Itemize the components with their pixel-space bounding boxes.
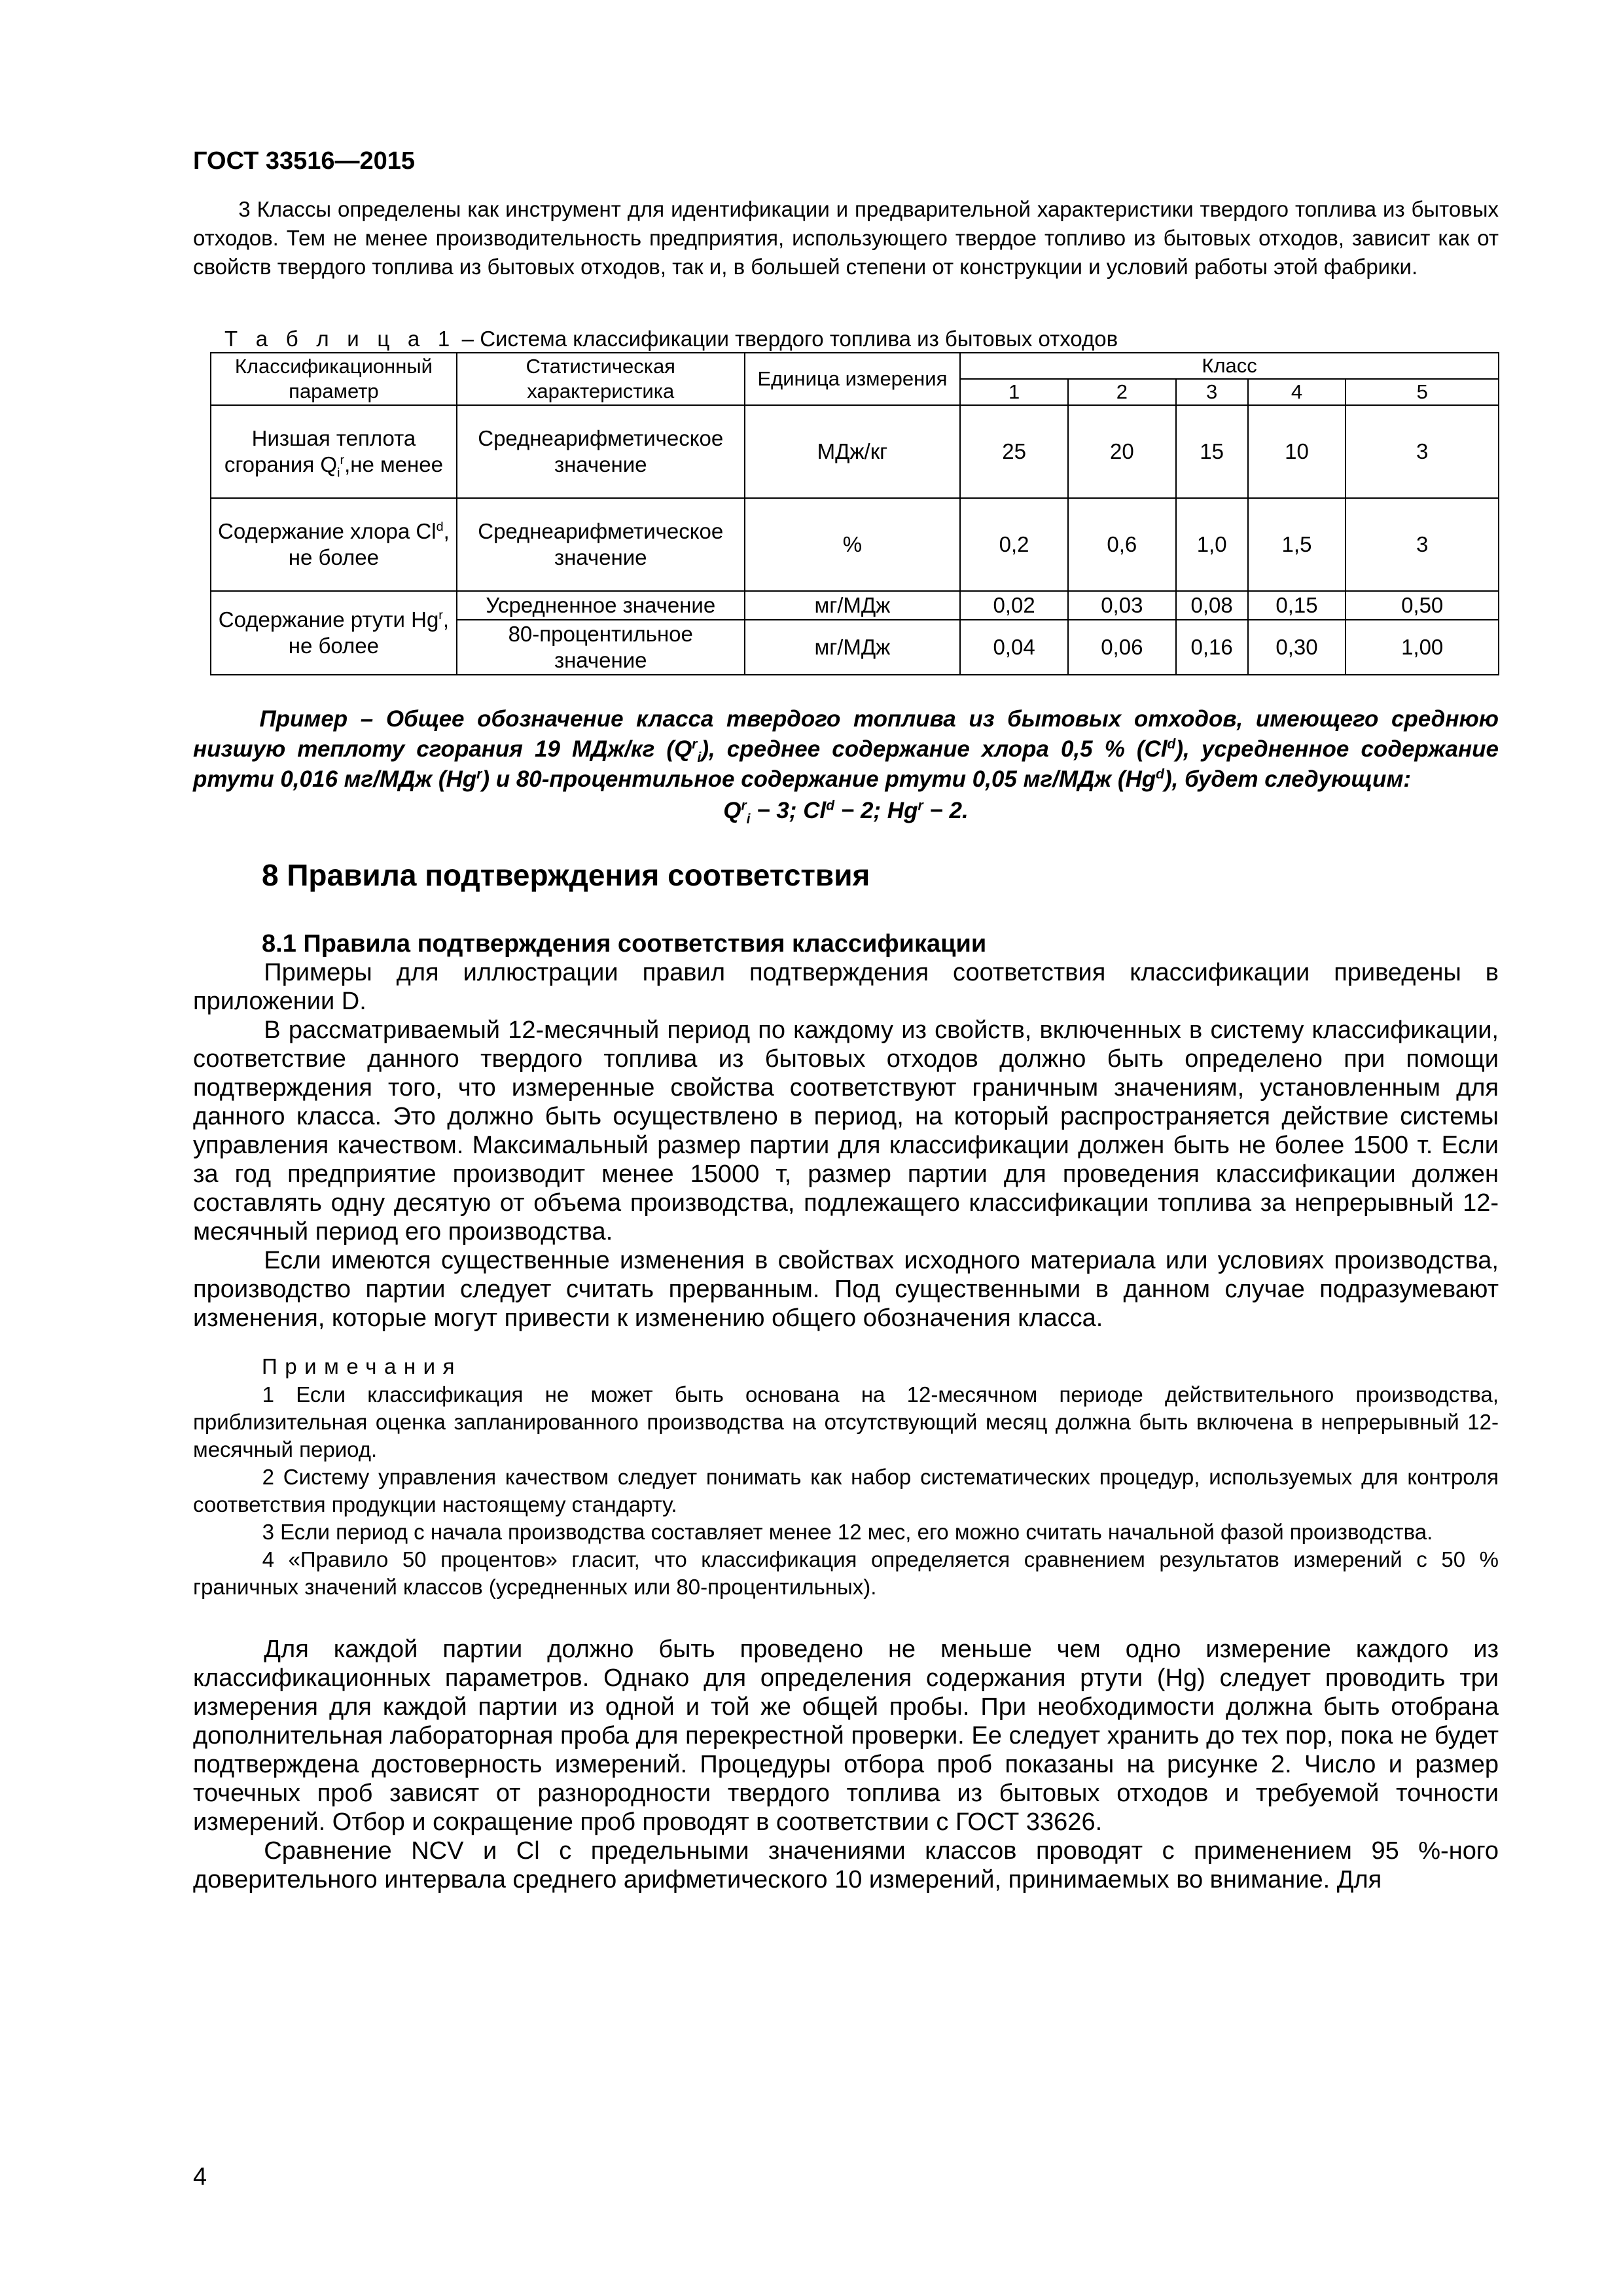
row4-class5: 1,00 <box>1346 620 1499 675</box>
document-header: ГОСТ 33516—2015 <box>193 147 416 175</box>
document-page <box>193 147 1499 1894</box>
row2-class2: 0,6 <box>1068 498 1176 591</box>
row3-class2: 0,03 <box>1068 591 1176 620</box>
classification-table <box>210 352 1499 675</box>
row4-stat: 80-процентильное значение <box>457 620 745 675</box>
row2-class1: 0,2 <box>960 498 1068 591</box>
row1-class3: 15 <box>1176 405 1248 498</box>
row1-class5: 3 <box>1346 405 1499 498</box>
note-1: 1 Если классификация не может быть основана на 12-месячном периоде действительного производства, приблизительная оценка запланированного производства на отсутствующий месяц должна быть включена в непрерывный 12-месячный период. <box>193 1382 1499 1462</box>
paragraph-1: Примеры для иллюстрации правил подтверждения соответствия классификации приведены в приложении D. <box>193 959 1499 1015</box>
header-stat: Статистическая характеристика <box>457 353 745 405</box>
row1-stat: Среднеарифметическое значение <box>457 405 745 498</box>
row2-stat: Среднеарифметическое значение <box>457 498 745 591</box>
section-8-heading: 8 Правила подтверждения соответствия <box>262 858 870 892</box>
row2-class4: 1,5 <box>1248 498 1346 591</box>
table-caption-label: Т а б л и ц а 1 <box>224 327 456 351</box>
table-row <box>211 498 1499 591</box>
table-caption-text: – Система классификации твердого топлива из бытовых отходов <box>455 327 1118 351</box>
header-class-2: 2 <box>1068 379 1176 405</box>
row3-class3: 0,08 <box>1176 591 1248 620</box>
row4-class2: 0,06 <box>1068 620 1176 675</box>
table-caption <box>224 326 1499 352</box>
header-param: Классификационный параметр <box>211 353 457 405</box>
row3-unit: мг/МДж <box>745 591 961 620</box>
row3-class4: 0,15 <box>1248 591 1346 620</box>
row4-class4: 0,30 <box>1248 620 1346 675</box>
table-row <box>211 591 1499 620</box>
header-unit: Единица измерения <box>745 353 961 405</box>
note-3: 3 Если период с начала производства составляет менее 12 мес, его можно считать начальной фазой производства. <box>262 1520 1433 1544</box>
example-paragraph: Пример – Общее обозначение класса твердого топлива из бытовых отходов, имеющего среднюю низшую теплоту сгорания 19 МДж/кг $(Q^r_i)$, среднее содержание хлора 0,5 % (Cl$^d$), усредненное содержание ртути 0,016 мг/МДж (Hg$^r$) и 80-процентильное содержание ртути 0,05 мг/МДж (Hg$^d$), будет следующим: <box>193 706 1499 792</box>
row2-class5: 3 <box>1346 498 1499 591</box>
row3-class1: 0,02 <box>960 591 1068 620</box>
paragraph-5: Сравнение NCV и Cl с предельными значениями классов проводят с применением 95 %-ного доверительного интервала среднего арифметического 10 измерений, принимаемых во внимание. Для <box>193 1837 1499 1893</box>
header-class-5: 5 <box>1346 379 1499 405</box>
row2-param: Содержание хлора Cl$^d$, не более <box>211 498 457 591</box>
row1-param: Низшая теплота сгорания $Q_i^r,не$ менее <box>211 405 457 498</box>
row4-unit: мг/МДж <box>745 620 961 675</box>
row2-unit: % <box>745 498 961 591</box>
header-class-4: 4 <box>1248 379 1346 405</box>
page-number: 4 <box>193 2163 207 2191</box>
row4-class1: 0,04 <box>960 620 1068 675</box>
table-row <box>211 405 1499 498</box>
row4-class3: 0,16 <box>1176 620 1248 675</box>
header-class-1: 1 <box>960 379 1068 405</box>
notes-title: Примечания <box>262 1354 463 1378</box>
row3-class5: 0,50 <box>1346 591 1499 620</box>
paragraph-4: Для каждой партии должно быть проведено не меньше чем одно измерение каждого из классификационных параметров. Однако для определения содержания ртути (Hg) следует проводить три измерения для каждой партии из одной и той же общей пробы. При необходимости должна быть отобрана дополнительная лабораторная проба для перекрестной проверки. Ее следует хранить до тех пор, пока не будет подтверждена достоверность измерений. Процедуры отбора проб показаны на рисунке 2. Число и размер точечных проб зависят от разнородности твердого топлива из бытовых отходов и требуемой точности измерений. Отбор и сокращение проб проводят в соответствии с ГОСТ 33626. <box>193 1636 1499 1836</box>
row1-class1: 25 <box>960 405 1068 498</box>
row1-class2: 20 <box>1068 405 1176 498</box>
paragraph-3: Если имеются существенные изменения в свойствах исходного материала или условиях производства, производство партии следует считать прерванным. Под существенными в данном случае подразумевают изменения, которые могут привести к изменению общего обозначения класса. <box>193 1247 1499 1332</box>
row1-class4: 10 <box>1248 405 1346 498</box>
row1-unit: МДж/кг <box>745 405 961 498</box>
row3-param: Содержание ртути Hg$^r$, не более <box>211 591 457 675</box>
subsection-8-1-heading: 8.1 Правила подтверждения соответствия классификации <box>262 930 987 958</box>
note-2: 2 Систему управления качеством следует понимать как набор систематических процедур, используемых для контроля соответствия продукции настоящему стандарту. <box>193 1465 1499 1516</box>
note-3-paragraph: 3 Классы определены как инструмент для идентификации и предварительной характеристики твердого топлива из бытовых отходов. Тем не менее производительность предприятия, использующего твердое топливо из бытовых отходов, зависит как от свойств твердого топлива из бытовых отходов, так и, в большей степени от конструкции и условий работы этой фабрики. <box>193 197 1499 279</box>
row3-stat: Усредненное значение <box>457 591 745 620</box>
note-4: 4 «Правило 50 процентов» гласит, что классификация определяется сравнением результатов измерений с 50 % граничных значений классов (усредненных или 80-процентильных). <box>193 1547 1499 1599</box>
header-class: Класс <box>960 353 1499 379</box>
header-class-3: 3 <box>1176 379 1248 405</box>
paragraph-2: В рассматриваемый 12-месячный период по каждому из свойств, включенных в систему классификации, соответствие данного твердого топлива из бытовых отходов должно быть определено при помощи подтверждения того, что измеренные свойства соответствуют граничным значениям, установленным для данного класса. Это должно быть осуществлено в период, на который распространяется действие системы управления качеством. Максимальный размер партии для классификации должен быть не более 1500 т. Если за год предприятие производит менее 15000 т, размер партии для проведения классификации должен составлять одну десятую от объема производства, подлежащего классификации топлива за непрерывный 12-месячный период его производства. <box>193 1016 1499 1246</box>
row2-class3: 1,0 <box>1176 498 1248 591</box>
example-formula: $Q^r_i - 3$; $Cl^d - 2$; $Hg^r - 2$. <box>723 798 969 827</box>
